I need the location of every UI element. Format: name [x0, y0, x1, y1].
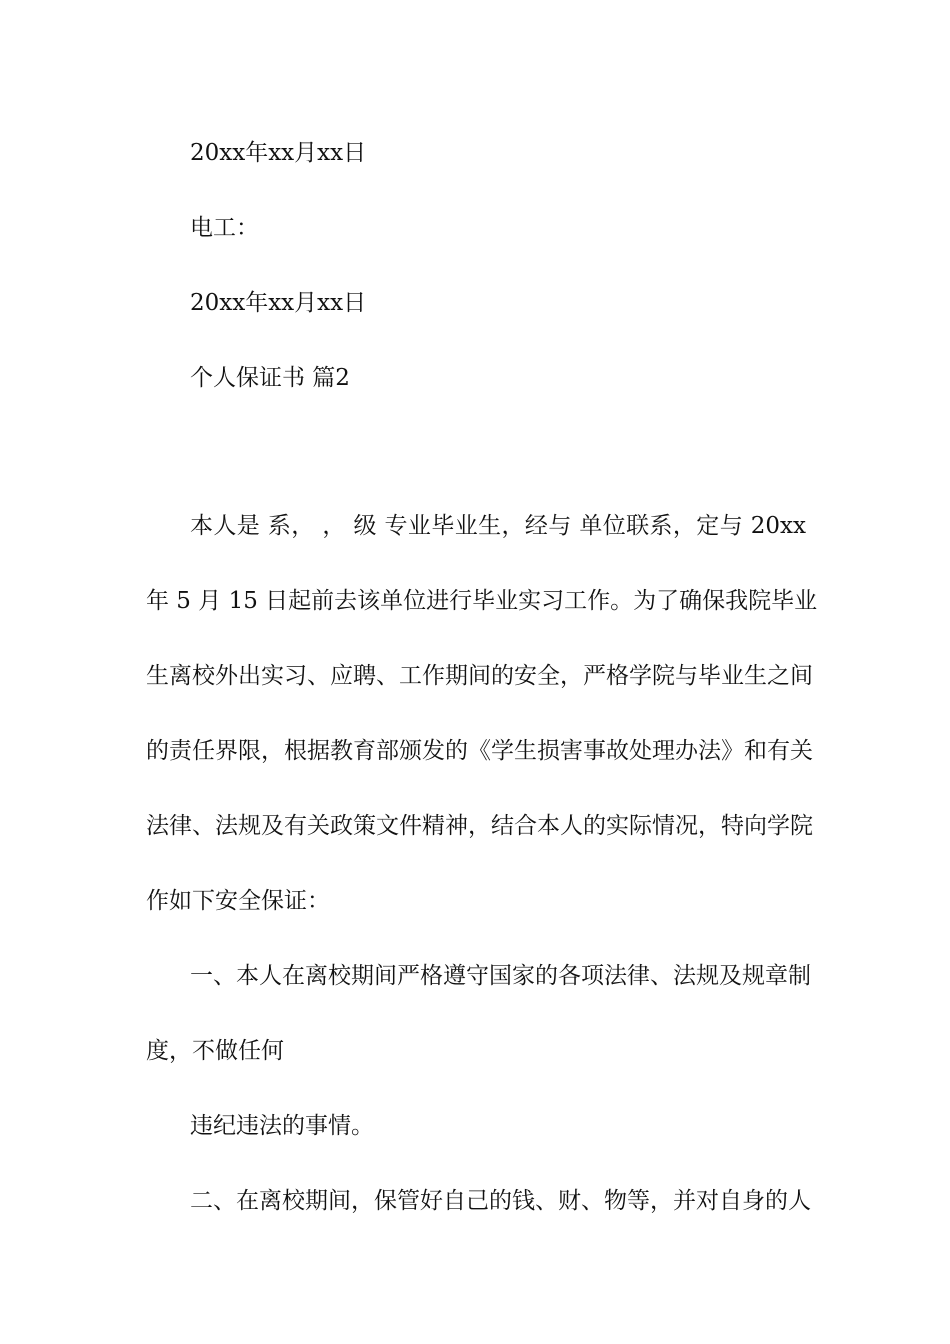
paragraph-line: 本人是 系， ， 级 专业毕业生，经与 单位联系，定与 20xx: [190, 513, 806, 539]
signer-label: 电工：: [190, 215, 259, 241]
section-heading: 个人保证书 篇2: [190, 365, 350, 391]
clause-continuation: 违纪违法的事情。: [190, 1113, 374, 1139]
clause-line: 度，不做任何: [146, 1038, 284, 1064]
paragraph-line: 的责任界限，根据教育部颁发的《学生损害事故处理办法》和有关: [146, 738, 813, 764]
clause-line: 一、本人在离校期间严格遵守国家的各项法律、法规及规章制: [190, 963, 811, 989]
paragraph-line: 作如下安全保证：: [146, 888, 330, 914]
clause-line: 二、在离校期间，保管好自己的钱、财、物等，并对自身的人: [190, 1188, 811, 1214]
paragraph-line: 法律、法规及有关政策文件精神，结合本人的实际情况，特向学院: [146, 813, 813, 839]
paragraph-line: 年 5 月 15 日起前去该单位进行毕业实习工作。为了确保我院毕业: [146, 588, 818, 614]
paragraph-line: 生离校外出实习、应聘、工作期间的安全，严格学院与毕业生之间: [146, 663, 813, 689]
date-line: 20xx年xx月xx日: [190, 290, 367, 316]
date-line: 20xx年xx月xx日: [190, 140, 367, 166]
